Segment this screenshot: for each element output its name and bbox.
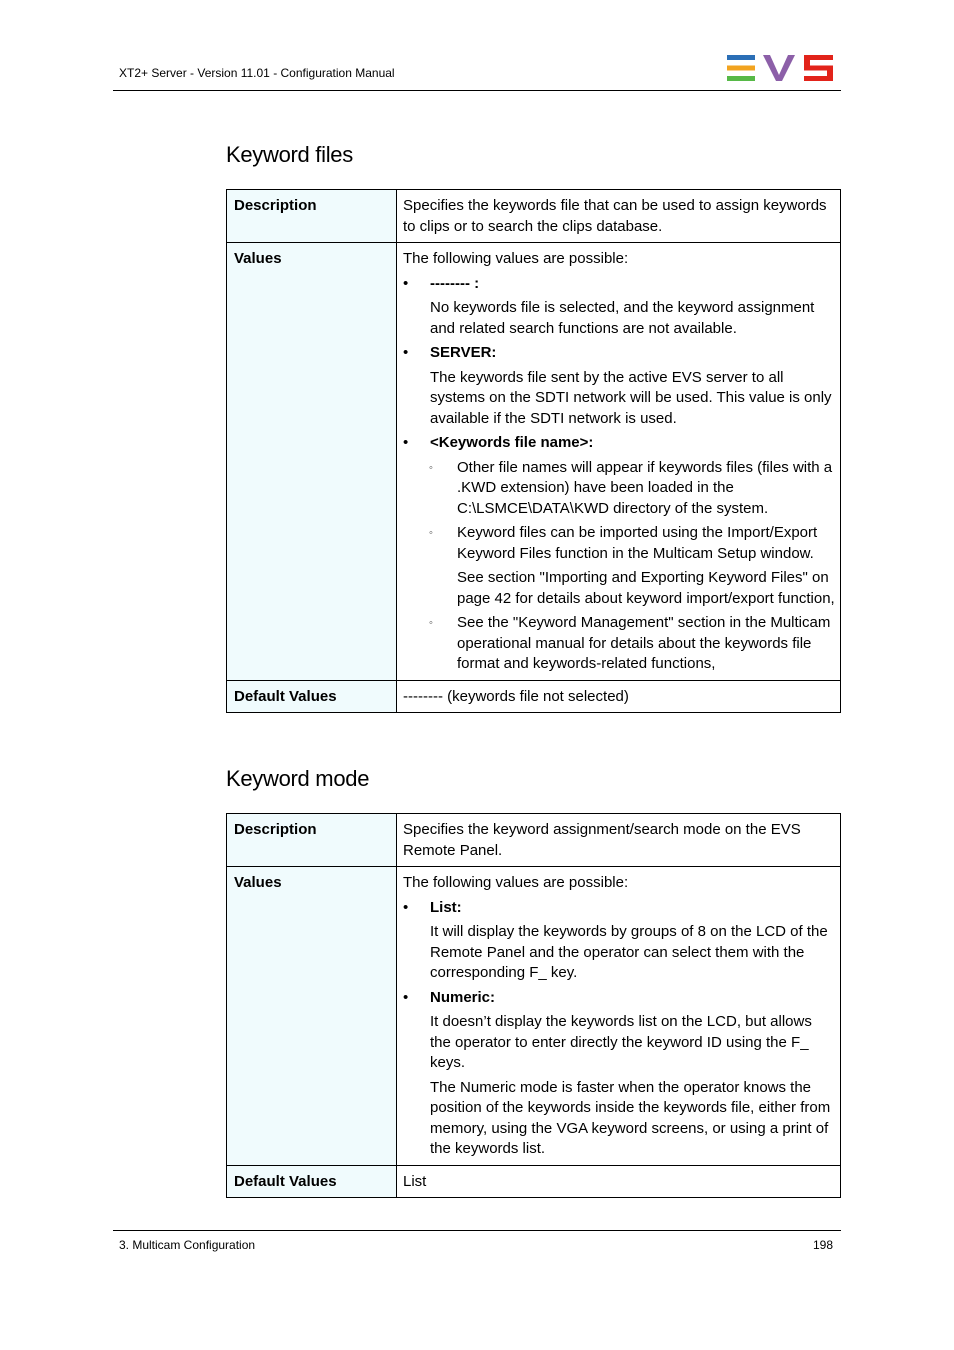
list-item: [403, 988, 835, 1009]
list-item: [403, 343, 835, 364]
default-values-text: -------- (keywords file not selected): [397, 680, 841, 713]
bullet-icon: •: [403, 898, 409, 916]
keyword-mode-table: [226, 813, 841, 1198]
sub-list-item: [403, 523, 835, 564]
sub-item-text: See the "Keyword Management" section in the Multicam operational manual for details about the keywords file format and keywords-related functions,: [457, 614, 831, 672]
sub-list-item: [403, 613, 835, 675]
values-intro: The following values are possible:: [403, 874, 629, 891]
description-label: Description: [227, 190, 397, 243]
description-text: Specifies the keywords file that can be used to assign keywords to clips or to search the clips database.: [397, 190, 841, 243]
description-text: Specifies the keyword assignment/search mode on the EVS Remote Panel.: [397, 814, 841, 867]
table-row: [227, 243, 841, 681]
table-row: [227, 680, 841, 713]
footer-rule: [113, 1230, 841, 1231]
value-description: The keywords file sent by the active EVS server to all systems on the SDTI network will be used. This value is only available if the SDTI network is used.: [430, 368, 832, 427]
value-note: The Numeric mode is faster when the operator knows the position of the keywords inside the keywords file, either from memory, using the VGA keyword screens, or using a print of the keywords list.: [430, 1078, 831, 1157]
sub-list-item: [403, 458, 835, 520]
value-term: List:: [430, 898, 462, 916]
table-row: [227, 190, 841, 243]
header-rule: [113, 90, 841, 91]
list-item: [403, 898, 835, 919]
sub-item-text: Keyword files can be imported using the Import/Export Keyword Files function in the Multicam Setup window.: [457, 524, 818, 562]
list-item: [403, 433, 835, 454]
page-number: 198: [812, 1238, 833, 1252]
default-values-label: Default Values: [227, 1165, 397, 1198]
bullet-icon: •: [403, 274, 409, 292]
bullet-icon: •: [403, 434, 409, 451]
value-term: SERVER:: [430, 344, 497, 361]
values-cell: [397, 243, 841, 681]
cross-reference-text: See section "Importing and Exporting Keyword Files" on page 42 for details about keyword import/export function,: [457, 569, 835, 607]
evs-logo: [726, 54, 834, 82]
list-item: [403, 274, 835, 295]
table-row: [227, 814, 841, 867]
circle-bullet-icon: ◦: [429, 617, 433, 629]
keyword-files-table: [226, 189, 841, 713]
value-description: No keywords file is selected, and the keyword assignment and related search functions are not available.: [430, 299, 815, 337]
value-term: -------- :: [430, 274, 480, 292]
values-cell: [397, 867, 841, 1166]
bullet-icon: •: [403, 988, 409, 1006]
footer-chapter: 3. Multicam Configuration: [119, 1238, 256, 1252]
values-intro: The following values are possible:: [403, 250, 629, 267]
value-description: It doesn’t display the keywords list on the LCD, but allows the operator to enter directly the keyword ID using the F_ keys.: [430, 1013, 812, 1071]
default-values-label: Default Values: [227, 680, 397, 713]
section-title-keyword-files: Keyword files: [226, 142, 353, 167]
circle-bullet-icon: ◦: [429, 527, 433, 539]
default-values-text: List: [397, 1165, 841, 1198]
value-term: <Keywords file name>:: [430, 434, 594, 451]
value-term: Numeric:: [430, 988, 496, 1006]
sub-item-text: Other file names will appear if keywords files (files with a .KWD extension) have been loaded in the C:\LSMCE\DATA\KWD directory of the system.: [457, 458, 833, 517]
bullet-icon: •: [403, 344, 409, 361]
section-title-keyword-mode: Keyword mode: [226, 766, 370, 791]
circle-bullet-icon: ◦: [429, 461, 433, 474]
values-label: Values: [227, 867, 397, 1166]
value-description: It will display the keywords by groups of 8 on the LCD of the Remote Panel and the operator can select them with the corresponding F_ key.: [430, 923, 828, 981]
document-title: XT2+ Server - Version 11.01 - Configuration Manual: [119, 66, 395, 80]
table-row: [227, 867, 841, 1166]
table-row: [227, 1165, 841, 1198]
description-label: Description: [227, 814, 397, 867]
values-label: Values: [227, 243, 397, 681]
